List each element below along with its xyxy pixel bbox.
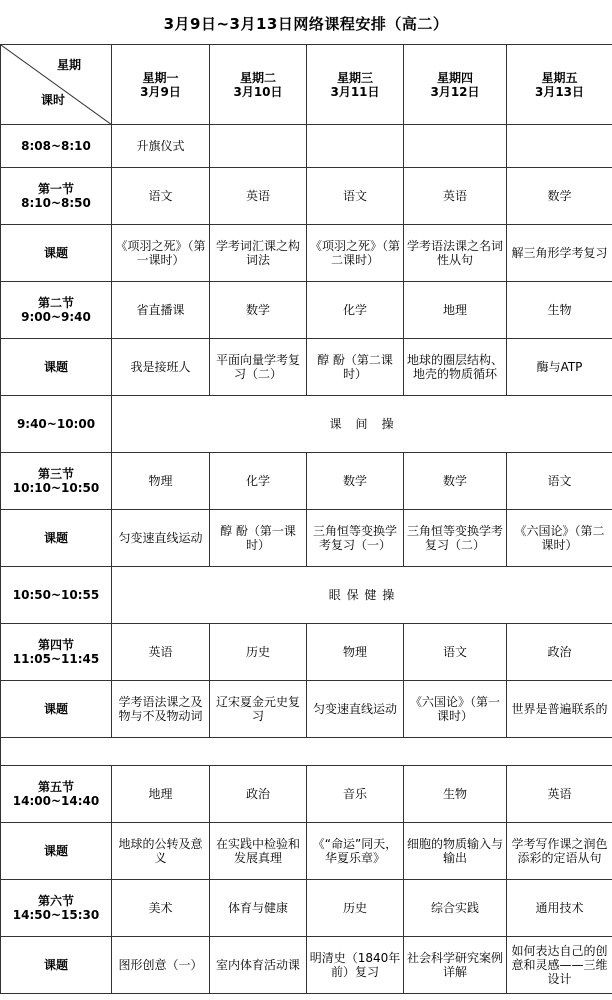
course-cell: 醇 酚（第二课时）	[307, 339, 404, 396]
course-cell: 地球的公转及意义	[112, 823, 210, 880]
course-cell: 生物	[507, 282, 612, 339]
period-label-line: 第五节	[37, 780, 74, 794]
course-cell: 历史	[210, 624, 307, 681]
course-cell: 通用技术	[507, 880, 612, 937]
period-label-line: 第一节	[37, 182, 74, 196]
schedule-row	[1, 282, 612, 339]
course-cell: 世界是普遍联系的	[507, 681, 612, 738]
period-label-line: 第六节	[37, 894, 74, 908]
course-cell: 学考语法课之名词性从句	[404, 225, 507, 282]
day-header	[507, 45, 612, 125]
period-label	[1, 282, 112, 339]
course-cell: 在实践中检验和发展真理	[210, 823, 307, 880]
course-cell: 明清史（1840年前）复习	[307, 937, 404, 994]
course-cell: 学考语法课之及物与不及物动词	[112, 681, 210, 738]
day-header-line: 3月10日	[233, 84, 283, 99]
course-cell: 匀变速直线运动	[112, 510, 210, 567]
period-label-line: 课题	[43, 531, 68, 545]
empty-cell	[507, 125, 612, 168]
schedule-row	[1, 937, 612, 994]
course-cell: 语文	[307, 168, 404, 225]
course-cell: 《项羽之死》（第一课时）	[112, 225, 210, 282]
course-cell: 升旗仪式	[112, 125, 210, 168]
course-cell: 地理	[404, 282, 507, 339]
course-cell: 学考写作课之润色添彩的定语从句	[507, 823, 612, 880]
period-label	[1, 681, 112, 738]
corner-cell	[1, 45, 112, 125]
spacer-row	[1, 738, 612, 766]
spacer-cell	[1, 738, 612, 766]
course-cell: 历史	[307, 880, 404, 937]
period-label	[1, 937, 112, 994]
diagonal-divider	[1, 45, 112, 125]
schedule-row	[1, 453, 612, 510]
course-cell: 政治	[507, 624, 612, 681]
day-header-line: 3月9日	[140, 84, 181, 99]
course-cell: 语文	[404, 624, 507, 681]
day-header-line: 星期二	[239, 70, 276, 85]
day-header	[307, 45, 404, 125]
course-cell: 语文	[112, 168, 210, 225]
course-cell: 数学	[210, 282, 307, 339]
period-label-line: 8:10~8:50	[21, 196, 91, 210]
schedule-row	[1, 225, 612, 282]
schedule-row	[1, 125, 612, 168]
schedule-row	[1, 880, 612, 937]
course-cell: 三角恒等变换学考复习（二）	[404, 510, 507, 567]
corner-label-period: 课时	[41, 93, 66, 107]
course-cell: 如何表达自己的创意和灵感——三维设计	[507, 937, 612, 994]
course-cell: 匀变速直线运动	[307, 681, 404, 738]
period-label	[1, 125, 112, 168]
period-label	[1, 396, 112, 453]
course-cell: 《六国论》（第一课时）	[404, 681, 507, 738]
period-label-line: 8:08~8:10	[21, 139, 91, 153]
course-cell: 物理	[307, 624, 404, 681]
course-cell: 酶与ATP	[507, 339, 612, 396]
period-label-line: 课题	[43, 958, 68, 972]
period-label	[1, 567, 112, 624]
course-cell: 省直播课	[112, 282, 210, 339]
day-header-line: 星期一	[142, 70, 179, 85]
period-label	[1, 880, 112, 937]
schedule-row	[1, 567, 612, 624]
course-cell: 化学	[307, 282, 404, 339]
period-label-line: 9:00~9:40	[21, 310, 91, 324]
course-cell: 政治	[210, 766, 307, 823]
day-header-line: 3月13日	[534, 84, 585, 99]
day-header	[210, 45, 307, 125]
course-cell: 英语	[404, 168, 507, 225]
empty-cell	[307, 125, 404, 168]
empty-cell	[210, 125, 307, 168]
course-cell: 平面向量学考复习（二）	[210, 339, 307, 396]
period-label	[1, 453, 112, 510]
schedule-row	[1, 510, 612, 567]
schedule-table	[0, 44, 612, 994]
course-cell: 生物	[404, 766, 507, 823]
course-cell: 体育与健康	[210, 880, 307, 937]
period-label-line: 第二节	[37, 296, 74, 310]
period-label-line: 第三节	[37, 467, 74, 481]
day-header-line: 星期五	[541, 70, 578, 85]
schedule-row	[1, 624, 612, 681]
schedule-row	[1, 168, 612, 225]
day-header-line: 星期三	[336, 70, 373, 85]
schedule-row	[1, 823, 612, 880]
course-cell: 《“命运”同天，华夏乐章》	[307, 823, 404, 880]
break-activity: 眼 保 健 操	[112, 567, 612, 624]
period-label-line: 10:10~10:50	[12, 481, 100, 495]
schedule-row	[1, 396, 612, 453]
schedule-row	[1, 339, 612, 396]
day-header-line: 星期四	[436, 70, 473, 85]
course-cell: 数学	[507, 168, 612, 225]
course-cell: 室内体育活动课	[210, 937, 307, 994]
course-cell: 英语	[507, 766, 612, 823]
period-label	[1, 624, 112, 681]
day-header	[404, 45, 507, 125]
period-label-line: 第四节	[37, 638, 74, 652]
period-label-line: 课题	[43, 246, 68, 260]
schedule-row	[1, 766, 612, 823]
schedule-row	[1, 681, 612, 738]
course-cell: 地理	[112, 766, 210, 823]
course-cell: 英语	[210, 168, 307, 225]
break-activity: 课 间 操	[112, 396, 612, 453]
day-header-line: 3月11日	[330, 84, 380, 99]
course-cell: 学考词汇课之构词法	[210, 225, 307, 282]
course-cell: 《项羽之死》（第二课时）	[307, 225, 404, 282]
course-cell: 《六国论》（第二课时）	[507, 510, 612, 567]
period-label	[1, 510, 112, 567]
course-cell: 解三角形学考复习	[507, 225, 612, 282]
period-label	[1, 339, 112, 396]
course-cell: 地球的圈层结构、地壳的物质循环	[404, 339, 507, 396]
period-label-line: 14:50~15:30	[12, 908, 100, 922]
period-label	[1, 766, 112, 823]
period-label-line: 14:00~14:40	[12, 794, 100, 808]
course-cell: 化学	[210, 453, 307, 510]
day-header-line: 3月12日	[430, 84, 480, 99]
course-cell: 醇 酚（第一课时）	[210, 510, 307, 567]
day-header	[112, 45, 210, 125]
period-label-line: 课题	[43, 844, 68, 858]
course-cell: 数学	[404, 453, 507, 510]
course-cell: 辽宋夏金元史复习	[210, 681, 307, 738]
course-cell: 物理	[112, 453, 210, 510]
course-cell: 综合实践	[404, 880, 507, 937]
course-cell: 音乐	[307, 766, 404, 823]
period-label-line: 11:05~11:45	[12, 652, 100, 666]
course-cell: 数学	[307, 453, 404, 510]
course-cell: 语文	[507, 453, 612, 510]
period-label-line: 9:40~10:00	[16, 417, 96, 431]
course-cell: 三角恒等变换学考复习（一）	[307, 510, 404, 567]
period-label	[1, 168, 112, 225]
period-label	[1, 225, 112, 282]
corner-label-weekday: 星期	[56, 58, 81, 72]
period-label	[1, 823, 112, 880]
course-cell: 图形创意（一）	[112, 937, 210, 994]
header-row	[1, 45, 612, 125]
period-label-line: 10:50~10:55	[12, 588, 100, 602]
course-cell: 英语	[112, 624, 210, 681]
period-label-line: 课题	[43, 702, 68, 716]
course-cell: 细胞的物质输入与输出	[404, 823, 507, 880]
page-title: 3月9日~3月13日网络课程安排（高二）	[163, 15, 449, 33]
empty-cell	[404, 125, 507, 168]
period-label-line: 课题	[43, 360, 68, 374]
course-cell: 我是接班人	[112, 339, 210, 396]
course-cell: 社会科学研究案例详解	[404, 937, 507, 994]
course-cell: 美术	[112, 880, 210, 937]
